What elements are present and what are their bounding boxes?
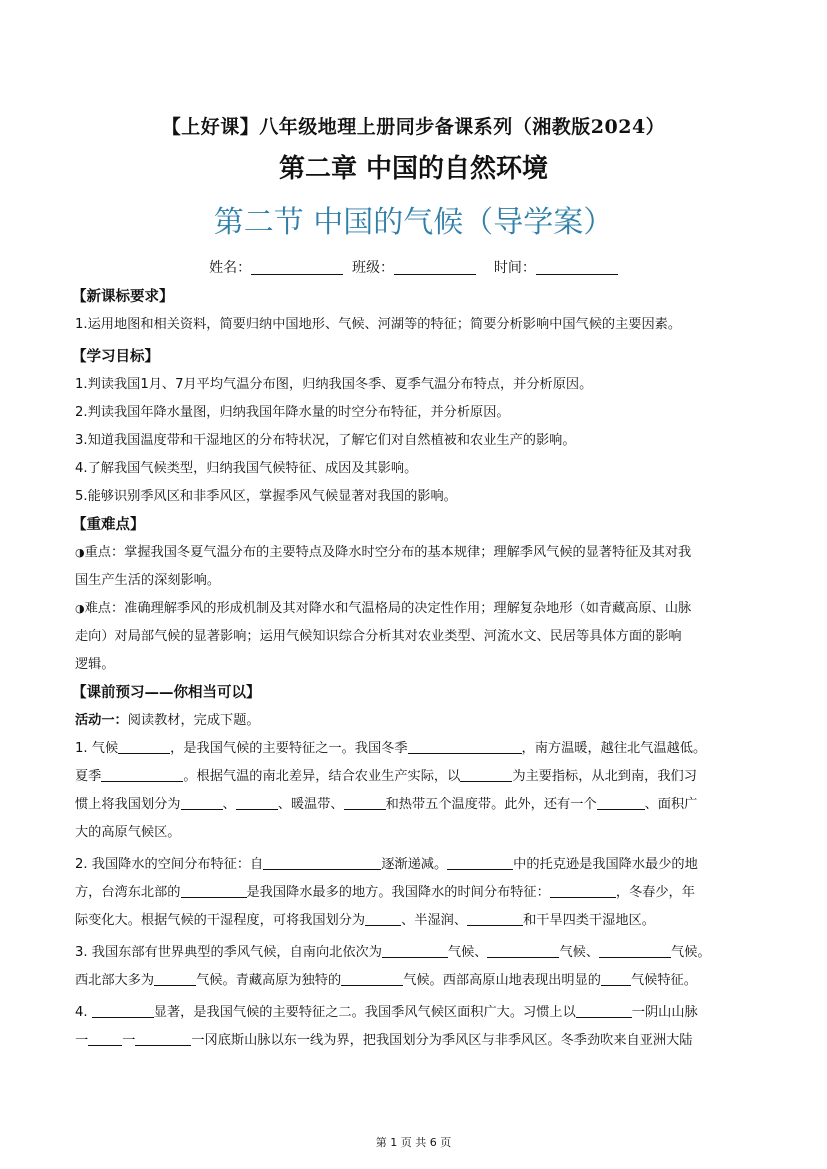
fill-blank[interactable] [382,943,448,958]
question-2-line: 方，台湾东北部的 是我国降水最多的地方。我国降水的时间分布特征： ，冬春少，年 [75,885,695,900]
objective-item: 3.知道我国温度带和干湿地区的分布特状况，了解它们对自然植被和农业生产的影响。 [75,433,576,448]
fill-blank[interactable] [599,943,671,958]
fill-blank[interactable] [601,971,631,986]
class-label: 班级： [352,260,395,276]
half-circle-icon: ◑ [75,602,85,615]
keypoints-heading: 【重难点】 [72,517,145,533]
question-2-line: 2. 我国降水的空间分布特征：自 逐渐递减。 中的托克逊是我国降水最少的地 [75,857,698,872]
objectives-heading: 【学习目标】 [72,349,159,365]
activity-label: 活动一： [75,713,128,728]
objective-item: 5.能够识别季风区和非季风区，掌握季风气候显著对我国的影响。 [75,489,457,504]
fill-blank[interactable] [181,795,223,810]
fill-blank[interactable] [487,943,559,958]
fill-blank[interactable] [154,971,196,986]
chapter-title: 第二章 中国的自然环境 [278,154,549,184]
fill-blank[interactable] [576,1003,632,1018]
preview-heading: 【课前预习——你相当可以】 [72,685,261,701]
question-1-line: 大的高原气候区。 [75,825,181,840]
fill-blank[interactable] [344,795,386,810]
question-3-line: 西北部大多为 气候。青藏高原为独特的 气候。西部高原山地表现出明显的 气候特征。 [75,973,697,988]
fill-blank[interactable] [181,883,247,898]
fill-blank[interactable] [135,1031,191,1046]
series-title: 【上好课】八年级地理上册同步备课系列（湘教版2024） [161,116,666,138]
objective-item: 2.判读我国年降水量图，归纳我国年降水量的时空分布特征，并分析原因。 [75,405,510,420]
fill-blank[interactable] [341,971,403,986]
objective-item: 1.判读我国1月、7月平均气温分布图，归纳我国冬季、夏季气温分布特点，并分析原因。 [75,377,593,392]
question-1-line: 夏季 。根据气温的南北差异，结合农业生产实际，以 为主要指标，从北到南，我们习 [75,769,697,784]
difficulty-line: ◑难点：准确理解季风的形成机制及其对降水和气温格局的决定性作用；理解复杂地形（如青藏高原、山脉 [75,601,692,616]
class-blank[interactable] [394,260,476,275]
question-1-line: 惯上将我国划分为 、 、暖温带、 和热带五个温度带。此外，还有一个 、面积广 [75,797,698,812]
half-circle-icon: ◑ [75,546,85,559]
fill-blank[interactable] [263,855,381,870]
difficulty-line: 走向）对局部气候的显著影响；运用气候知识综合分析其对农业类型、河流水文、民居等具体方面的影响 [75,629,682,644]
activity-line: 活动一：阅读教材，完成下题。 [75,713,260,728]
question-3-line: 3. 我国东部有世界典型的季风气候，自南向北依次为 气候、 气候、 气候。 [75,945,711,960]
fill-blank[interactable] [101,767,183,782]
time-blank[interactable] [536,260,618,275]
fill-blank[interactable] [467,911,523,926]
fill-blank[interactable] [118,739,170,754]
fill-blank[interactable] [236,795,278,810]
fill-blank[interactable] [460,767,512,782]
question-4-line: 一 一 一冈底斯山脉以东一线为界，把我国划分为季风区与非季风区。冬季劲吹来自亚洲大陆 [75,1033,693,1048]
name-label: 姓名： [209,260,252,276]
question-4-line: 4. 显著，是我国气候的主要特征之二。我国季风气候区面积广大。习惯上以 一阴山山脉 [75,1005,698,1020]
fill-blank[interactable] [408,739,522,754]
student-info-line [0,257,827,277]
fill-blank[interactable] [597,795,645,810]
document-body [72,283,755,1055]
fill-blank[interactable] [88,1031,122,1046]
name-blank[interactable] [251,260,343,275]
fill-blank[interactable] [550,883,616,898]
curriculum-item: 1.运用地图和相关资料，简要归纳中国地形、气候、河湖等的特征；简要分析影响中国气候的主要因素。 [75,317,682,332]
curriculum-heading: 【新课标要求】 [72,289,174,305]
fill-blank[interactable] [447,855,513,870]
key-point-line: 国生产生活的深刻影响。 [75,573,221,588]
page-footer: 第 1 页 共 6 页 [375,1136,452,1149]
question-2-line: 际变化大。根据气候的干湿程度，可将我国划分为 、半湿润、 和干旱四类干湿地区。 [75,913,655,928]
fill-blank[interactable] [92,1003,154,1018]
difficulty-line: 逻辑。 [75,657,115,672]
key-point-line: ◑重点：掌握我国冬夏气温分布的主要特点及降水时空分布的基本规律；理解季风气候的显著特征及其对我 [75,545,692,560]
section-title: 第二节 中国的气候（导学案） [213,205,614,240]
fill-blank[interactable] [365,911,401,926]
time-label: 时间： [493,260,536,276]
question-1-line: 1. 气候 ，是我国气候的主要特征之一。我国冬季 ，南方温暖，越往北气温越低。 [75,741,707,756]
objective-item: 4.了解我国气候类型，归纳我国气候特征、成因及其影响。 [75,461,418,476]
